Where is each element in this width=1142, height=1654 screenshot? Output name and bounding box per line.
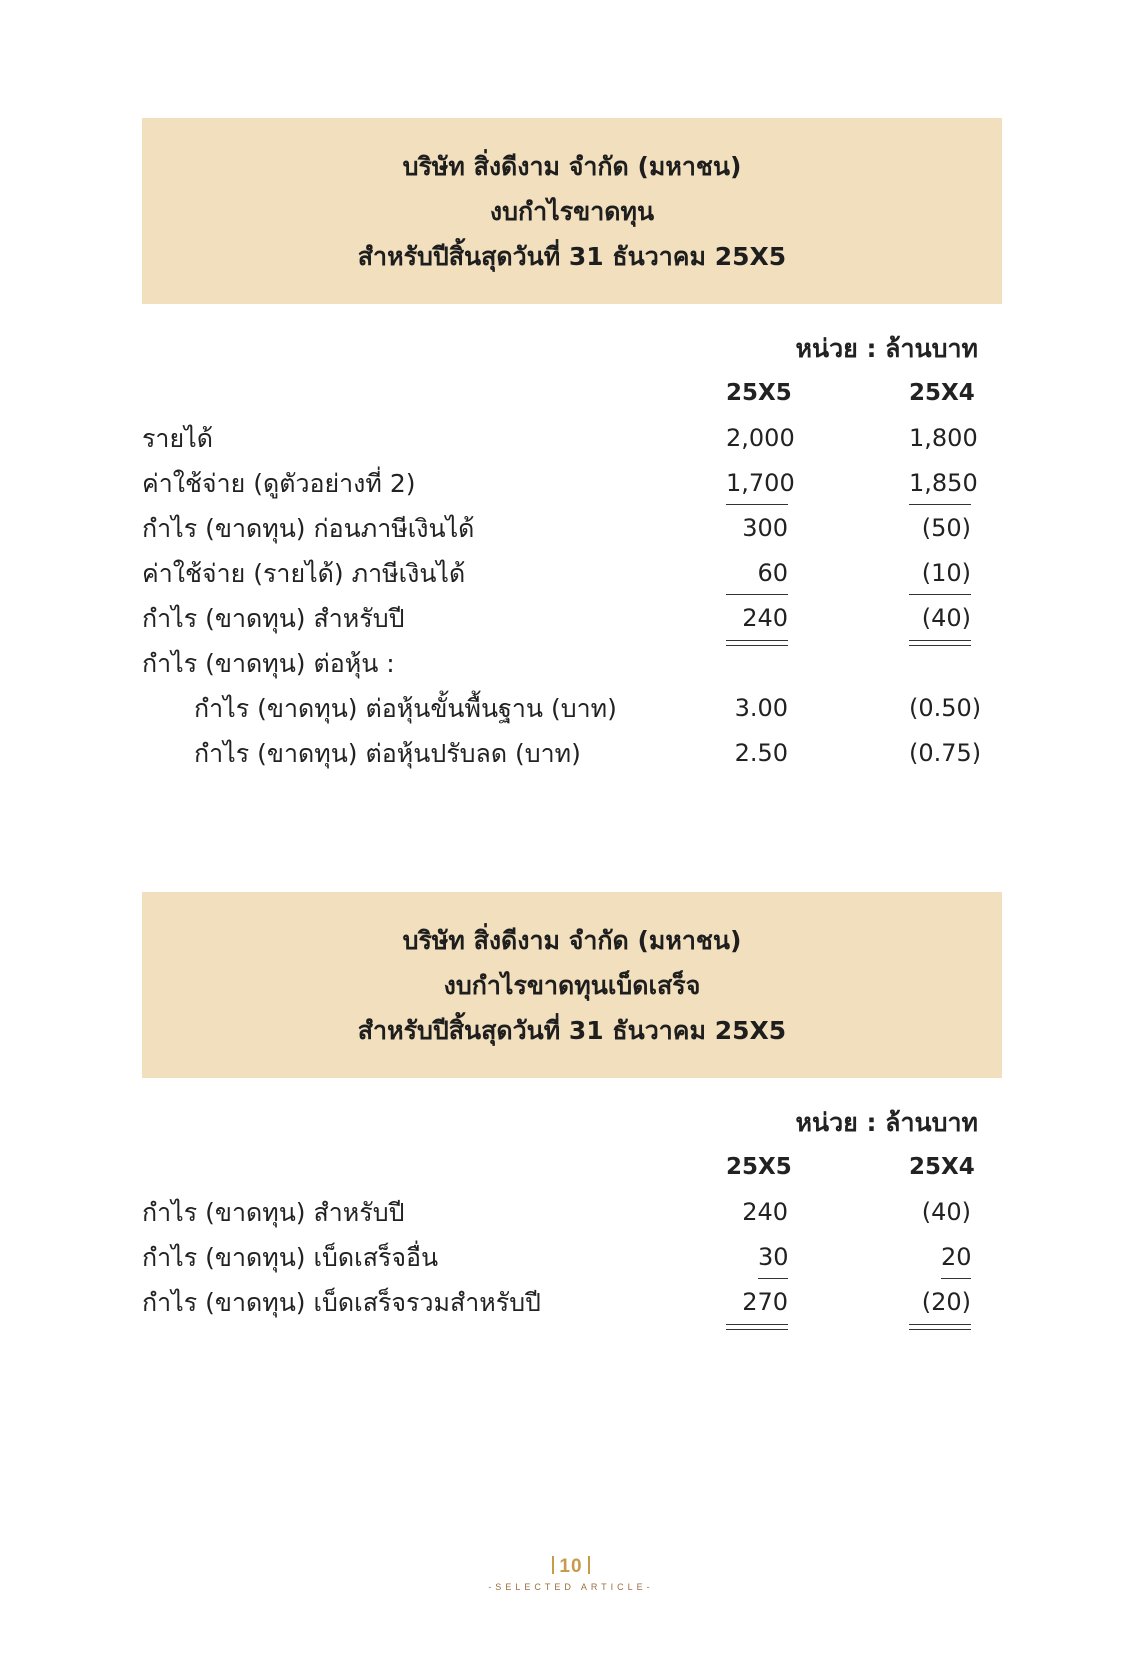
row-value: 270 [726,1280,788,1325]
table-row [142,551,1002,596]
row-value: 3.00 [734,694,788,722]
table-row [142,461,1002,506]
row-label: รายได้ [142,424,213,453]
row-value: (10) [909,551,971,596]
table-row [142,596,1002,641]
column-header-year: 25X4 [909,1154,975,1180]
page-number: 10 [0,1556,1142,1578]
row-value: 60 [726,551,788,596]
row-label: กำไร (ขาดทุน) ก่อนภาษีเงินได้ [142,514,475,543]
page-footer [0,1556,1142,1592]
row-label: กำไร (ขาดทุน) ต่อหุ้นขั้นพื้นฐาน (บาท) [194,694,617,723]
row-value: (20) [909,1280,971,1325]
statement-title: งบกำไรขาดทุน [489,196,655,226]
row-label: กำไร (ขาดทุน) สำหรับปี [142,1198,405,1227]
column-header-year: 25X5 [726,380,792,406]
table-row [142,731,1002,776]
row-value: 240 [726,596,788,641]
statement-table [142,326,1002,776]
column-header-year: 25X4 [909,380,975,406]
income-statement [142,118,1002,776]
row-value: 300 [742,514,788,542]
column-header-row [142,1145,1002,1190]
row-value: 1,700 [726,461,788,506]
statement-period: สำหรับปีสิ้นสุดวันที่ 31 ธันวาคม 25X5 [357,1015,787,1045]
row-value: (0.75) [909,739,982,767]
row-value: 1,800 [909,424,978,452]
column-header-year: 25X5 [726,1154,792,1180]
company-name: บริษัท สิ่งดีงาม จำกัด (มหาชน) [402,151,742,181]
row-label: กำไร (ขาดทุน) สำหรับปี [142,604,405,633]
row-label: กำไร (ขาดทุน) เบ็ดเสร็จรวมสำหรับปี [142,1288,541,1317]
table-row [142,506,1002,551]
column-header-row [142,371,1002,416]
table-row [142,1235,1002,1280]
row-value: 240 [742,1198,788,1226]
unit-label: หน่วย : ล้านบาท [795,1108,978,1137]
row-label: ค่าใช้จ่าย (รายได้) ภาษีเงินได้ [142,559,466,588]
row-value: 30 [758,1235,788,1280]
row-value: (40) [909,596,971,641]
statement-header-banner [142,892,1002,1078]
divider [552,1556,554,1574]
row-label: กำไร (ขาดทุน) ต่อหุ้นปรับลด (บาท) [194,739,581,768]
row-value: 1,850 [909,461,971,506]
statement-title: งบกำไรขาดทุนเบ็ดเสร็จ [443,970,701,1000]
row-label: กำไร (ขาดทุน) เบ็ดเสร็จอื่น [142,1243,439,1272]
unit-row [142,1100,1002,1145]
unit-row [142,326,1002,371]
row-value: (0.50) [909,694,982,722]
comprehensive-income-statement [142,892,1002,1325]
table-row [142,686,1002,731]
row-value: (40) [921,1198,971,1226]
table-row [142,416,1002,461]
row-value: 20 [941,1235,971,1280]
statement-table [142,1100,1002,1325]
table-row [142,1280,1002,1325]
row-label: กำไร (ขาดทุน) ต่อหุ้น : [142,649,395,678]
row-value: 2,000 [726,424,795,452]
table-row [142,1190,1002,1235]
footer-caption: -SELECTED ARTICLE- [488,1582,654,1592]
unit-label: หน่วย : ล้านบาท [795,334,978,363]
table-row [142,641,1002,686]
company-name: บริษัท สิ่งดีงาม จำกัด (มหาชน) [402,925,742,955]
divider [588,1556,590,1574]
statement-period: สำหรับปีสิ้นสุดวันที่ 31 ธันวาคม 25X5 [357,241,787,271]
row-label: ค่าใช้จ่าย (ดูตัวอย่างที่ 2) [142,469,416,498]
statement-header-banner [142,118,1002,304]
row-value: (50) [921,514,971,542]
row-value: 2.50 [734,739,788,767]
